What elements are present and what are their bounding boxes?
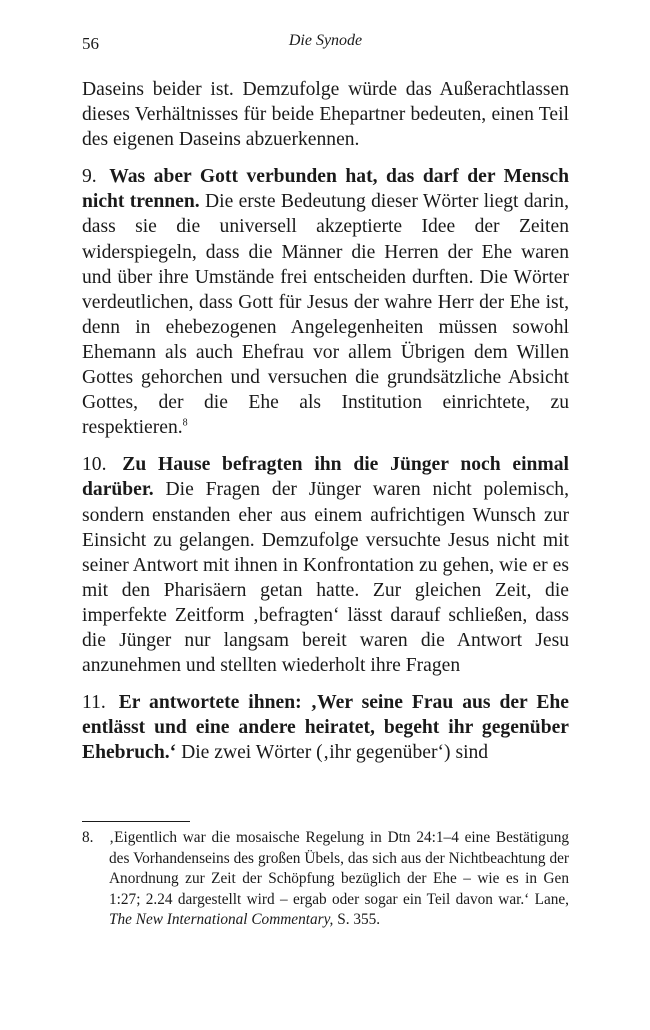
- paragraph-number: 10.: [82, 454, 107, 476]
- verse-quote: Zu Hause befragten ihn die Jünger noch einmal darüber.: [82, 454, 569, 501]
- footnote-body: ‚Eigentlich war die mosaische Regelung in Dtn 24:1–4 eine Bestätigung des Vorhandenseins des großen Übels, das sich aus der Nichtbeachtung der Anordnung zur Zeit der Schöpfung bezüglich der Ehe – wie es in Gen 1:27; 2.24 dargestellt wird – ergab oder sogar ein Teil davon war.‘ Lane,: [109, 829, 569, 908]
- paragraph-9: [82, 164, 569, 440]
- paragraph-number: 9.: [82, 166, 97, 188]
- footnote-number: 8.: [82, 829, 94, 846]
- footnote-reference[interactable]: 8: [182, 417, 188, 429]
- body-text: [82, 77, 569, 765]
- page: [82, 30, 569, 777]
- footnote-source-title: The New International Commentary,: [109, 911, 334, 929]
- paragraph-11: [82, 690, 569, 765]
- paragraph-number: 11.: [82, 692, 106, 714]
- paragraph-text: Die zwei Wörter (‚ihr gegenüber‘) sind: [181, 742, 489, 764]
- footnote-page-ref: S. 355.: [337, 911, 381, 929]
- footnote-divider: [82, 821, 190, 822]
- footnote-8: [82, 828, 569, 931]
- footnote-text: [109, 828, 569, 931]
- verse-quote: Er antwortete ihnen: ‚Wer seine Frau aus der Ehe entlässt und eine andere heiratet, begeht ihr gegenüber Ehebruch.‘: [82, 692, 569, 764]
- paragraph-text: Daseins beider ist. Demzufolge würde das Außerachtlassen dieses Verhältnisses für beide Ehepartner bedeuten, einen Teil des eigenen Daseins abzuerkennen.: [82, 79, 569, 151]
- running-head: [82, 30, 569, 60]
- paragraph-continued: [82, 77, 569, 152]
- book-title: Die Synode: [288, 32, 363, 49]
- paragraph-10: [82, 452, 569, 678]
- paragraph-text: Die Fragen der Jünger waren nicht polemisch, sondern enstanden eher aus einem aufrichtigen Wunsch zur Einsicht zu gelangen. Demzufolge versuchte Jesus nicht mit seiner Antwort mit ihnen in Konfrontation zu gehen, wie er es mit den Pharisäern getan hatte. Zur gleichen Zeit, die imperfekte Zeitform ‚befragten‘ lässt darauf schließen, dass die Jünger nur langsam bereit waren die Antwort Jesu anzunehmen und stellten wiederholt ihre Fragen: [82, 479, 569, 677]
- page-number: 56: [82, 34, 99, 53]
- paragraph-text: Die erste Bedeutung dieser Wörter liegt darin, dass sie die universell akzeptierte Idee der Zeiten widerspiegeln, dass die Männer die Herren der Ehe waren und über ihre Umstände frei entscheiden durften. Die Wörter verdeutlichen, dass Gott für Jesus der wahre Herr der Ehe ist, denn in ehebezogenen Angelegenheiten müssen sowohl Ehemann als auch Ehefrau vor allem Übrigen dem Willen Gottes gehorchen und versuchen die grundsätzliche Absicht Gottes, der die Ehe als Institution einrichtete, zu respektieren.: [82, 191, 569, 439]
- verse-quote: Was aber Gott verbunden hat, das darf der Mensch nicht trennen.: [82, 166, 569, 213]
